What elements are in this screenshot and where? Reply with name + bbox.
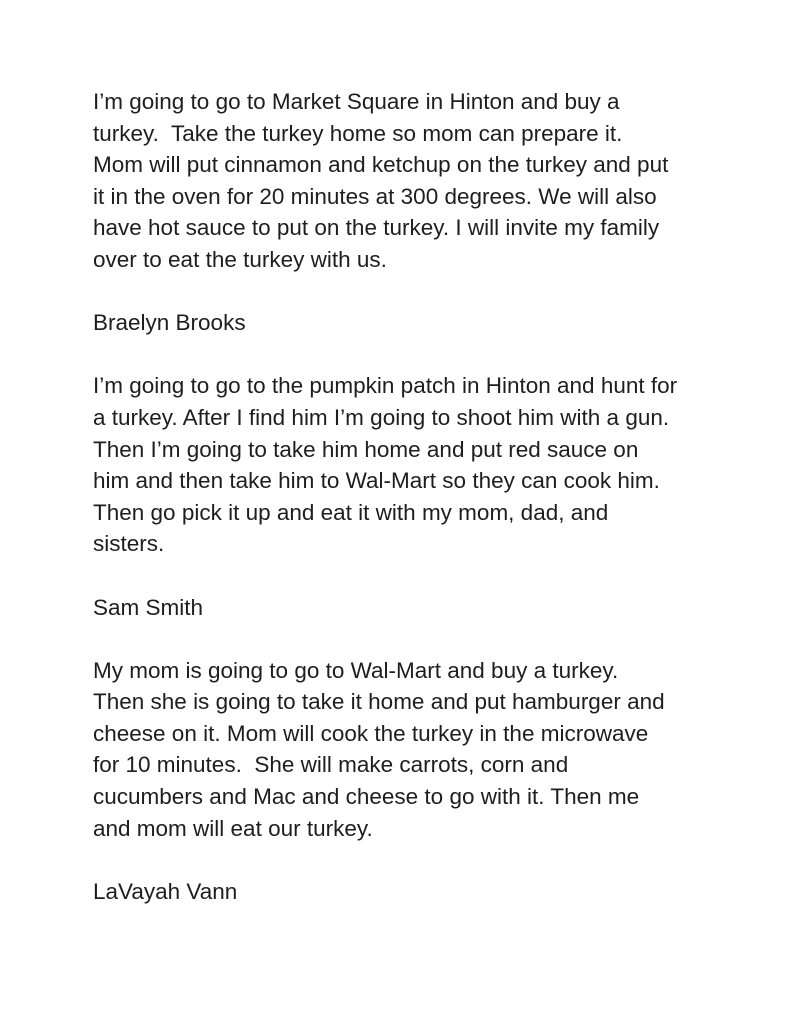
entry-2-paragraph <box>93 370 753 560</box>
paragraph-line: and mom will eat our turkey. <box>93 815 373 841</box>
paragraph-line: Then go pick it up and eat it with my mom, dad, and <box>93 499 609 525</box>
paragraph-line: Then I’m going to take him home and put red sauce on <box>93 436 639 462</box>
paragraph-line: I’m going to go to Market Square in Hinton and buy a <box>93 89 620 114</box>
paragraph-line: a turkey. After I find him I’m going to shoot him with a gun. <box>93 404 670 430</box>
paragraph-line: for 10 minutes. She will make carrots, corn and <box>93 752 569 778</box>
spacer <box>93 623 753 655</box>
document-body <box>93 86 753 907</box>
entry-3-author: LaVayah Vann <box>93 878 238 904</box>
paragraph-line: it in the oven for 20 minutes at 300 degrees. We will also <box>93 183 657 209</box>
paragraph-line: cheese on it. Mom will cook the turkey in the microwave <box>93 720 649 746</box>
entry-3-paragraph <box>93 655 753 845</box>
paragraph-line: over to eat the turkey with us. <box>93 246 387 272</box>
spacer <box>93 560 753 592</box>
paragraph-line: turkey. Take the turkey home so mom can prepare it. <box>93 120 623 146</box>
paragraph-line: I’m going to go to the pumpkin patch in Hinton and hunt for <box>93 373 678 399</box>
paragraph-line: sisters. <box>93 531 165 557</box>
paragraph-line: him and then take him to Wal-Mart so they can cook him. <box>93 468 660 494</box>
paragraph-line: My mom is going to go to Wal-Mart and buy a turkey. <box>93 657 619 683</box>
entry-1-author: Braelyn Brooks <box>93 310 246 336</box>
entry-2 <box>93 370 753 654</box>
paragraph-line: Mom will put cinnamon and ketchup on the turkey and put <box>93 152 669 178</box>
spacer <box>93 339 753 371</box>
spacer <box>93 844 753 876</box>
spacer <box>93 276 753 308</box>
entry-2-author: Sam Smith <box>93 594 204 620</box>
entry-1-paragraph <box>93 86 753 276</box>
entry-3 <box>93 655 753 908</box>
paragraph-line: Then she is going to take it home and put hamburger and <box>93 689 665 715</box>
paragraph-line: cucumbers and Mac and cheese to go with it. Then me <box>93 784 640 810</box>
paragraph-line: have hot sauce to put on the turkey. I will invite my family <box>93 215 660 241</box>
entry-1 <box>93 86 753 370</box>
